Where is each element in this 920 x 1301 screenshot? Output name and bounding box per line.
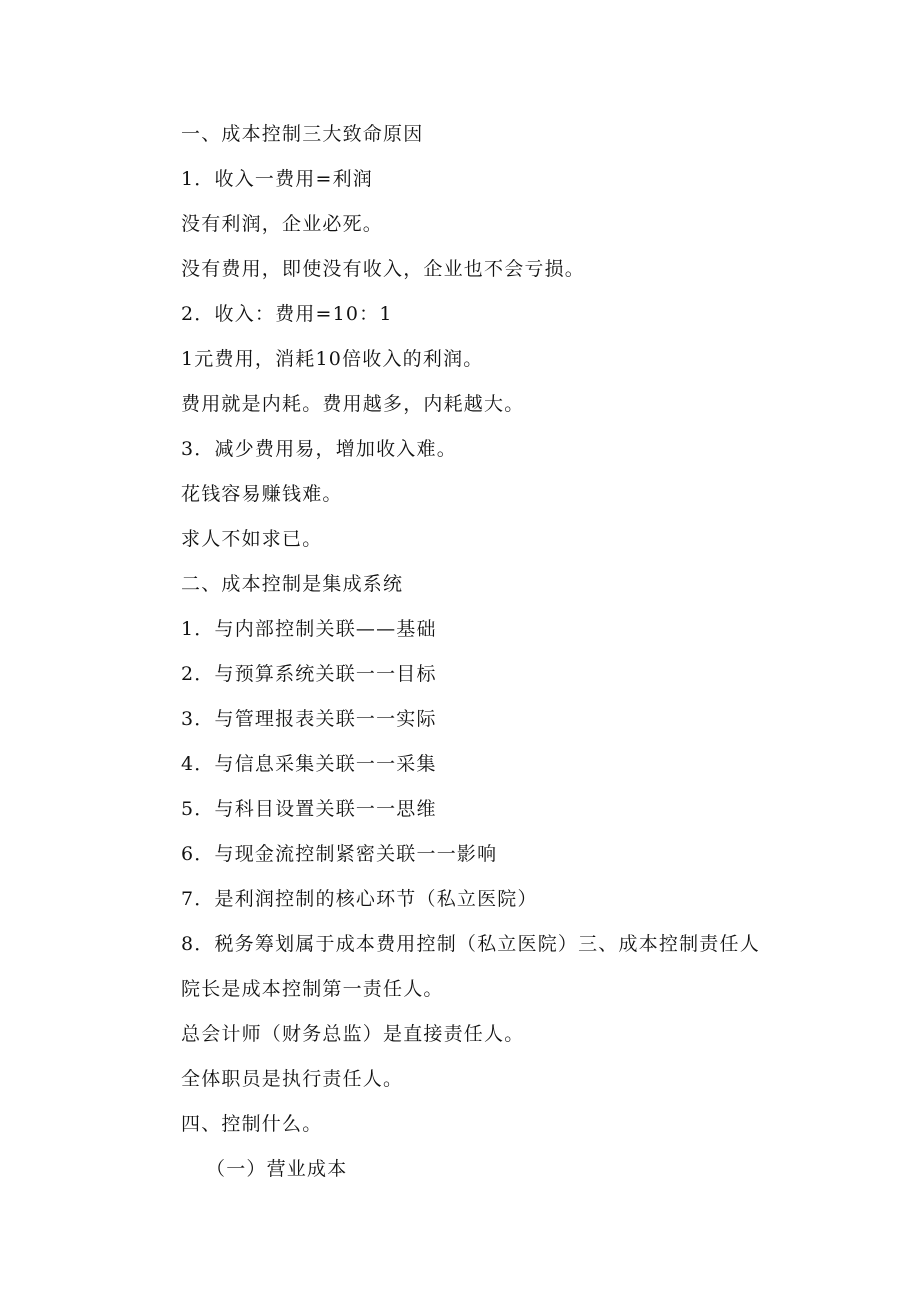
list-item: 6．与现金流控制紧密关联一一影响 [181, 843, 498, 865]
list-item: 2．与预算系统关联一一目标 [181, 663, 437, 685]
heading-section-4: 四、控制什么。 [181, 1113, 323, 1135]
list-item: 4．与信息采集关联一一采集 [181, 753, 437, 775]
list-item: 2．收入：费用=10：1 [181, 303, 393, 325]
paragraph: 没有利润，企业必死。 [181, 213, 384, 235]
list-item: 3．与管理报表关联一一实际 [181, 708, 437, 730]
paragraph: 全体职员是执行责任人。 [181, 1068, 404, 1090]
paragraph: 没有费用，即使没有收入，企业也不会亏损。 [181, 258, 586, 280]
paragraph: 院长是成本控制第一责任人。 [181, 978, 444, 1000]
heading-section-2: 二、成本控制是集成系统 [181, 573, 404, 595]
heading-section-1: 一、成本控制三大致命原因 [181, 123, 424, 145]
list-item: 7．是利润控制的核心环节（私立医院） [181, 888, 538, 910]
list-item: 5．与科目设置关联一一思维 [181, 798, 437, 820]
subheading: （一）营业成本 [206, 1158, 348, 1180]
list-item: 1．收入一费用=利润 [181, 168, 374, 190]
list-item: 1．与内部控制关联——基础 [181, 618, 437, 640]
paragraph: 1元费用，消耗10倍收入的利润。 [181, 348, 484, 370]
paragraph: 总会计师（财务总监）是直接责任人。 [181, 1023, 525, 1045]
list-item: 8．税务筹划属于成本费用控制（私立医院）三、成本控制责任人 [181, 933, 760, 955]
paragraph: 求人不如求已。 [181, 528, 323, 550]
list-item: 3．减少费用易，增加收入难。 [181, 438, 457, 460]
paragraph: 费用就是内耗。费用越多，内耗越大。 [181, 393, 525, 415]
paragraph: 花钱容易赚钱难。 [181, 483, 343, 505]
